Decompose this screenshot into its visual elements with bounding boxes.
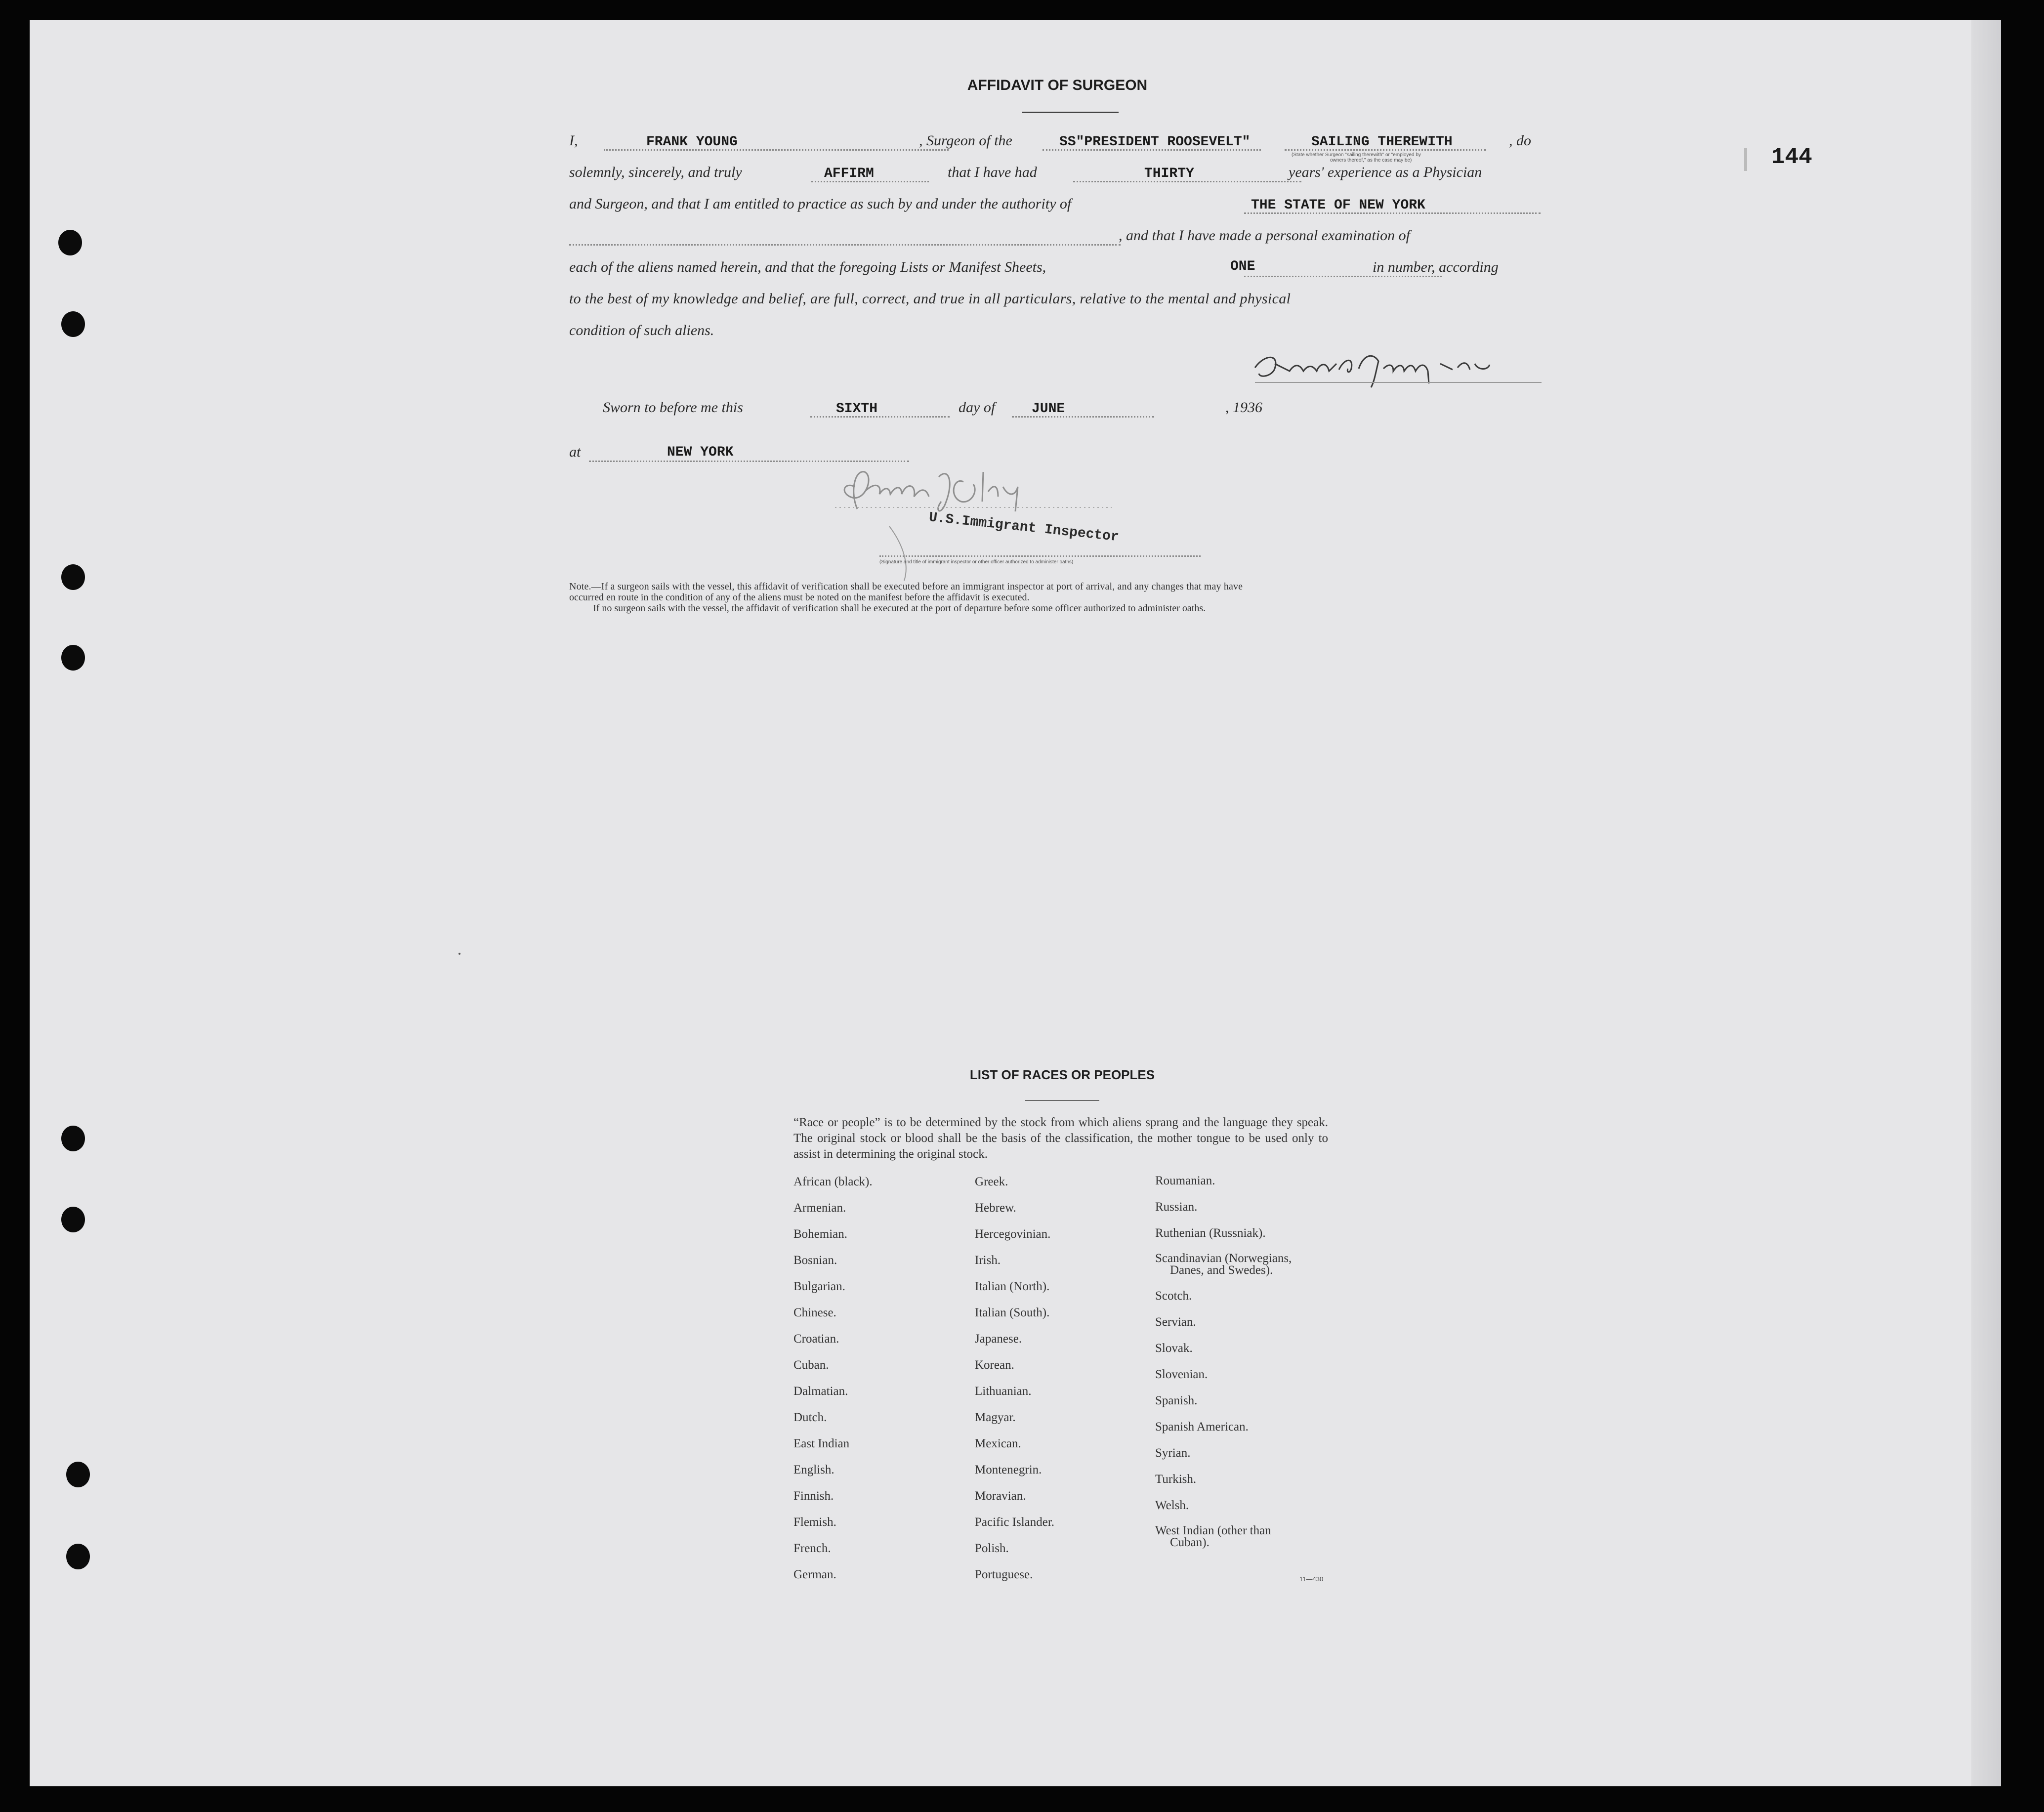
races-column-3 [1155,1174,1323,1561]
text: , Surgeon of the [919,132,1012,149]
text: condition of such aliens. [569,322,714,338]
race-item: Bosnian. [793,1254,837,1267]
sworn-line [569,399,1542,421]
race-item: Hebrew. [975,1201,1016,1215]
race-item: Italian (South). [975,1306,1050,1319]
race-item: Welsh. [1155,1499,1189,1512]
note-line-1: Note.—If a surgeon sails with the vessel, this affidavit of verification shall be executed before an immigrant inspector at port of arrival, and any changes that may have [569,581,1243,592]
race-item: Magyar. [975,1411,1016,1424]
sworn-year: , 1936 [1225,399,1262,416]
margin-mark [1744,148,1747,171]
race-item: Irish. [975,1254,1001,1267]
affidavit-line-2 [569,164,1542,186]
race-item: Spanish. [1155,1394,1198,1407]
years-experience: THIRTY [1144,166,1194,181]
affidavit-line-6 [569,291,1542,312]
punch-hole [66,1544,90,1569]
race-item: Scotch. [1155,1289,1192,1303]
text: to the best of my knowledge and belief, are full, correct, and true in all particulars, relative to the mental and physical [569,291,1291,307]
race-item: Servian. [1155,1315,1196,1329]
sailing-note: (State whether Surgeon "sailing therewith" or "employed by [1292,152,1421,158]
race-item: Spanish American. [1155,1420,1249,1433]
race-item: Ruthenian (Russniak). [1155,1226,1266,1240]
page-edge [1971,20,2001,1786]
licensing-authority: THE STATE OF NEW YORK [1251,198,1425,213]
race-item: Armenian. [793,1201,846,1215]
race-item: Lithuanian. [975,1385,1032,1398]
dotted-line [569,244,1121,246]
text: each of the aliens named herein, and that the foregoing Lists or Manifest Sheets, [569,259,1046,275]
punch-hole [61,564,85,590]
race-item: Dutch. [793,1411,827,1424]
text: that I have had [948,164,1037,180]
races-title-rule [1025,1100,1099,1101]
page-number: 144 [1771,144,1812,170]
race-item: Polish. [975,1542,1009,1555]
race-item: Flemish. [793,1516,836,1529]
affidavit-line-3 [569,196,1542,217]
punch-hole [58,230,82,255]
note-line-3: If no surgeon sails with the vessel, the affidavit of verification shall be executed at the port of departure before some officer authorized to administer oaths. [593,603,1206,614]
race-item: Japanese. [975,1332,1022,1346]
race-item: Bohemian. [793,1227,848,1241]
dotted-line [1244,276,1442,277]
sailing-note: owners thereof," as the case may be) [1330,158,1412,163]
race-item: Italian (North). [975,1280,1050,1293]
race-item: Portuguese. [975,1568,1033,1581]
punch-hole [66,1462,90,1487]
race-item: Finnish. [793,1489,834,1503]
inspector-stamp: U.S.Immigrant Inspector [928,510,1120,546]
race-item: Korean. [975,1358,1014,1372]
race-item: Slovenian. [1155,1368,1208,1381]
text: at [569,444,581,460]
text: Sworn to before me this [603,399,743,416]
text: and Surgeon, and that I am entitled to practice as such by and under the authority of [569,196,1072,212]
race-item: Montenegrin. [975,1463,1042,1476]
text: , and that I have made a personal examination of [1119,227,1410,244]
race-item: Mexican. [975,1437,1021,1450]
affidavit-line-4 [569,227,1542,249]
race-item: Pacific Islander. [975,1516,1055,1529]
races-intro: “Race or people” is to be determined by the stock from which aliens sprang and the language they speak. The original stock or blood shall be the basis of the classification, the mother tongue to be used only to assist in determining the original stock. [793,1116,1328,1161]
race-item: Greek. [975,1175,1008,1188]
races-column-1 [793,1175,961,1594]
race-item: Roumanian. [1155,1174,1215,1187]
race-item: Moravian. [975,1489,1026,1503]
race-item: Croatian. [793,1332,839,1346]
race-item-continued: Danes, and Swedes). [1170,1264,1273,1277]
form-number: 11—430 [1299,1575,1324,1583]
note-line-2: occurred en route in the condition of any of the aliens must be noted on the manifest before the affidavit is executed. [569,592,1030,603]
race-item: Slovak. [1155,1342,1193,1355]
race-item: German. [793,1568,836,1581]
punch-hole [61,1126,85,1151]
dotted-line [810,416,950,418]
affidavit-line-5 [569,259,1542,281]
sworn-day: SIXTH [836,401,878,417]
race-item: French. [793,1542,831,1555]
text: years' experience as a Physician [1289,164,1482,180]
race-item: Hercegovinian. [975,1227,1051,1241]
text: I, [569,132,578,149]
punch-hole [61,645,85,671]
affidavit-title: AFFIDAVIT OF SURGEON [967,77,1148,93]
races-title: LIST OF RACES OR PEOPLES [969,1067,1155,1082]
race-item: Syrian. [1155,1446,1191,1460]
sheet-count: ONE [1230,259,1255,274]
race-item: Cuban. [793,1358,829,1372]
title-rule [1022,112,1119,113]
race-item: Scandinavian (Norwegians, [1155,1252,1292,1265]
race-item: West Indian (other than [1155,1524,1271,1537]
sworn-month: JUNE [1032,401,1065,417]
text: , do [1509,132,1531,149]
race-item-continued: Cuban). [1170,1536,1210,1549]
signature-caption: (Signature and title of immigrant inspector or other officer authorized to administer oaths) [879,559,1074,565]
text: solemnly, sincerely, and truly [569,164,742,180]
vessel-name: SS"PRESIDENT ROOSEVELT" [1059,134,1251,150]
races-column-2 [975,1175,1143,1594]
race-item: Dalmatian. [793,1385,848,1398]
sworn-place: NEW YORK [667,445,734,460]
race-item: East Indian [793,1437,850,1450]
text: in number, according [1373,259,1499,275]
signature-line [879,555,1201,557]
surgeon-signature [1245,344,1542,393]
text: day of [959,399,996,416]
punch-hole [61,311,85,337]
race-item: Bulgarian. [793,1280,845,1293]
race-item: African (black). [793,1175,873,1188]
oath-type: AFFIRM [824,166,874,181]
affidavit-line-7 [569,322,1542,344]
sailing-status: SAILING THEREWITH [1311,134,1453,150]
affidavit-line-1 [569,132,1542,163]
race-item: Chinese. [793,1306,836,1319]
punch-hole [61,1207,85,1232]
surgeon-name: FRANK YOUNG [646,134,738,150]
race-item: Turkish. [1155,1473,1197,1486]
race-item: Russian. [1155,1200,1198,1214]
speck [459,953,460,955]
race-item: English. [793,1463,834,1476]
